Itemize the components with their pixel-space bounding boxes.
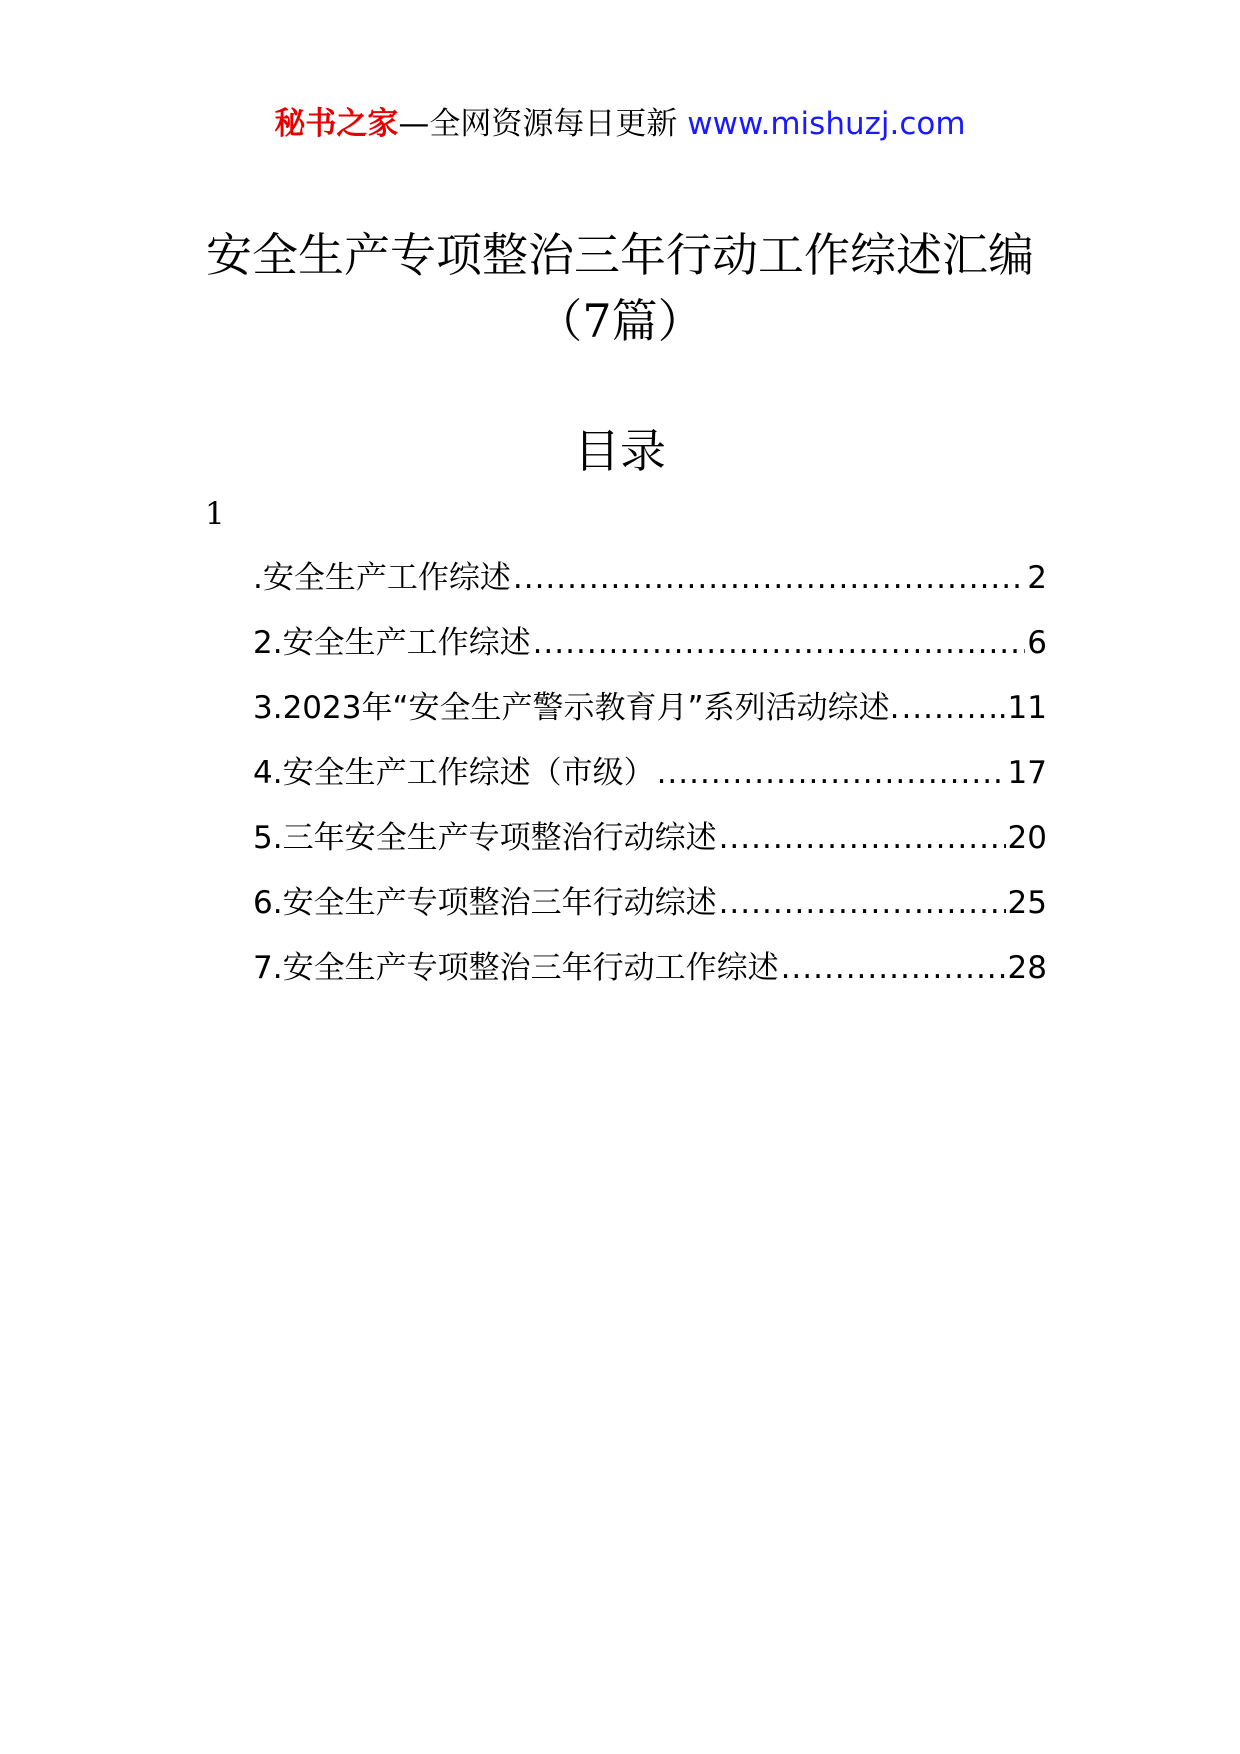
- toc-page-number: 20: [1007, 820, 1047, 856]
- toc-page-number: 25: [1007, 885, 1047, 921]
- site-header: [0, 104, 1240, 144]
- toc-leader-dots: [901, 686, 995, 730]
- toc-heading: 目录: [574, 424, 666, 478]
- toc-page-number: 17: [1007, 755, 1047, 791]
- toc-entry[interactable]: [253, 556, 1047, 621]
- toc-page-number: .11: [997, 690, 1047, 726]
- document-title: 安全生产专项整治三年行动工作综述汇编: [206, 228, 1034, 282]
- toc-entry[interactable]: [253, 751, 1047, 816]
- toc-entry[interactable]: [253, 946, 1047, 1011]
- toc-page-number: 6: [1027, 625, 1047, 661]
- toc-entry-title: 3.2023年“安全生产警示教育月”系列活动综述.: [253, 690, 900, 726]
- toc-leader-dots: [657, 751, 1006, 795]
- toc-entry-title: 4.安全生产工作综述（市级）: [253, 755, 655, 791]
- toc-list: [253, 556, 1047, 1011]
- subtitle-open-paren: （: [536, 294, 583, 348]
- toc-entry[interactable]: [253, 881, 1047, 946]
- toc-entry-title: 6.安全生产专项整治三年行动综述: [253, 885, 717, 921]
- toc-leader-dots: [533, 621, 1026, 665]
- toc-leader-dots: [719, 881, 1006, 925]
- toc-page-number: 2: [1027, 560, 1047, 596]
- toc-entry[interactable]: [253, 816, 1047, 881]
- toc-entry-title: 5.三年安全生产专项整治行动综述: [253, 820, 717, 856]
- toc-entry[interactable]: [253, 621, 1047, 686]
- toc-page-number: 28: [1007, 950, 1047, 986]
- toc-leader-dots: [719, 816, 1006, 860]
- subtitle-close-paren: ）: [657, 294, 704, 348]
- toc-leader-dots: [781, 946, 1006, 990]
- toc-marker: 1: [205, 496, 225, 532]
- document-subtitle: [0, 288, 1240, 354]
- toc-leader-dots: [513, 556, 1025, 600]
- toc-entry[interactable]: [253, 686, 1047, 751]
- subtitle-unit: 篇: [611, 294, 658, 348]
- toc-entry-title: 2.安全生产工作综述: [253, 625, 531, 661]
- site-url-link[interactable]: www.mishuzj.com: [687, 106, 966, 142]
- brand-name: 秘书之家: [274, 106, 399, 142]
- header-tagline: —全网资源每日更新: [398, 106, 688, 142]
- subtitle-count: 7: [582, 294, 612, 348]
- toc-entry-title: .安全生产工作综述: [253, 560, 511, 596]
- toc-entry-title: 7.安全生产专项整治三年行动工作综述: [253, 950, 779, 986]
